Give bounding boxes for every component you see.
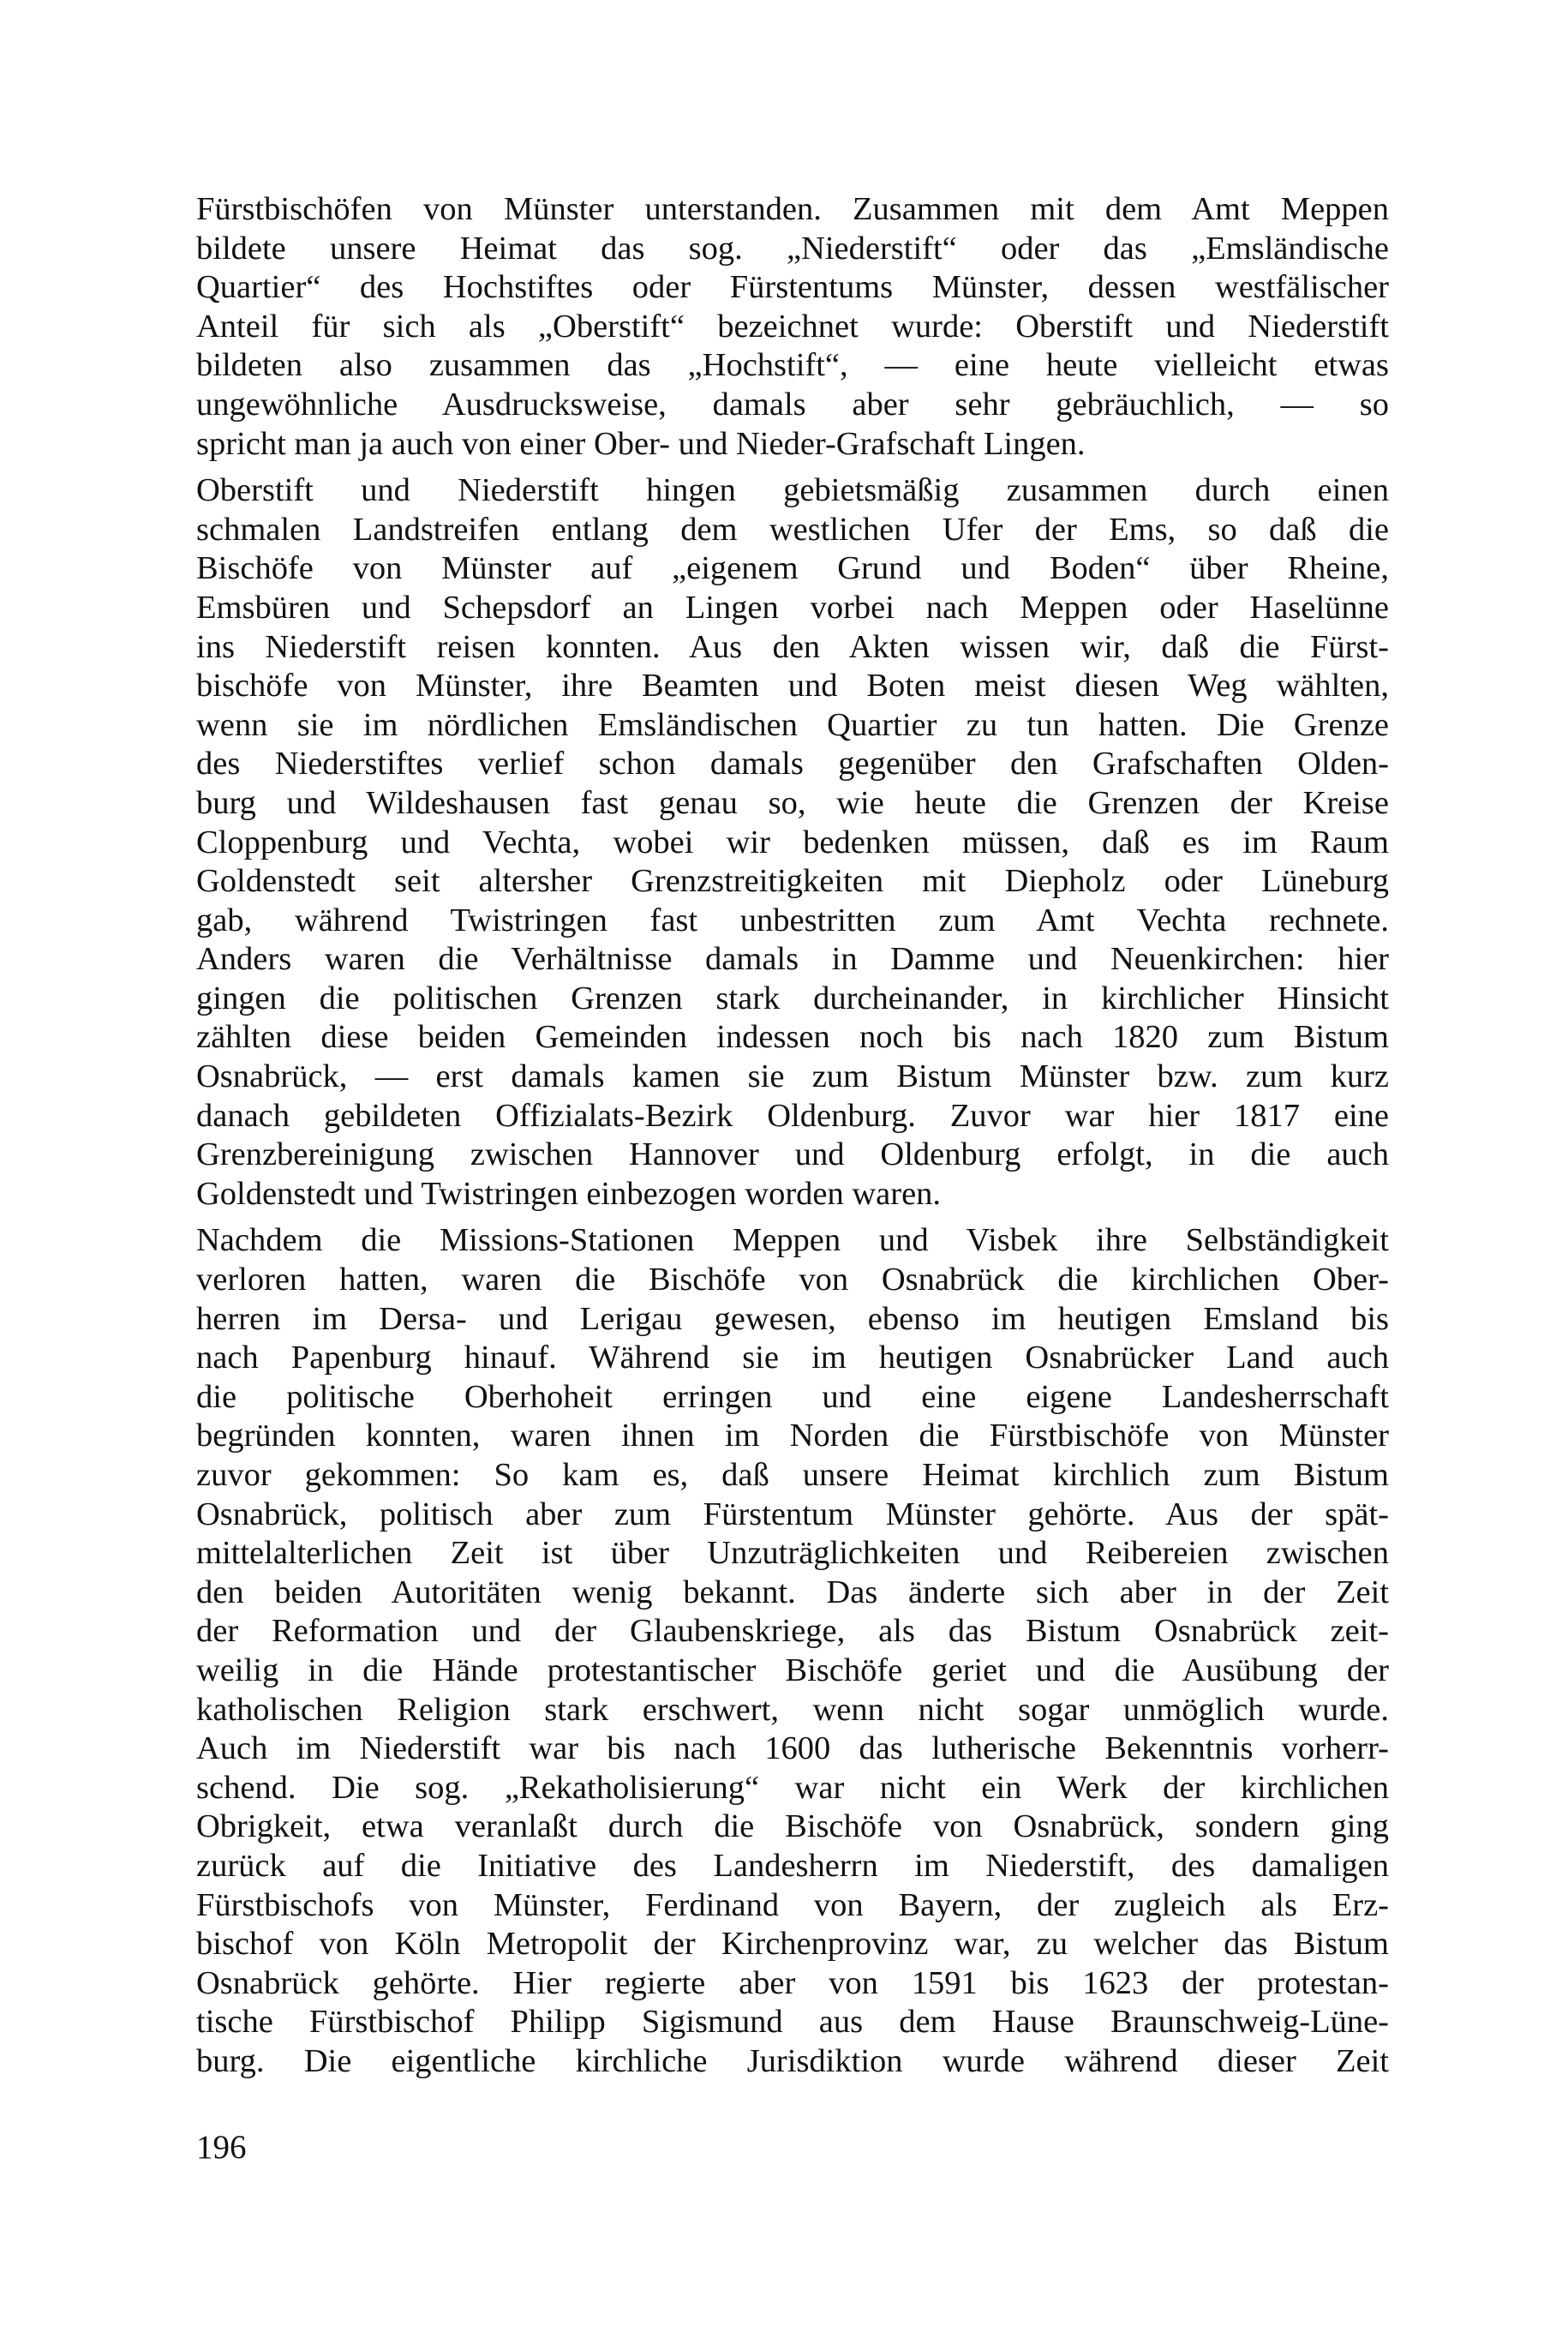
text-line: Oberstift und Niederstift hingen gebietsmäßig zusammen durch einen bbox=[196, 472, 1389, 509]
text-line: Emsbüren und Schepsdorf an Lingen vorbei nach Meppen oder Haselünne bbox=[196, 589, 1389, 626]
text-line: Osnabrück, — erst damals kamen sie zum Bistum Münster bzw. zum kurz bbox=[196, 1058, 1389, 1095]
text-line: zählten diese beiden Gemeinden indessen noch bis nach 1820 zum Bistum bbox=[196, 1019, 1389, 1056]
text-line: Cloppenburg und Vechta, wobei wir bedenken müssen, daß es im Raum bbox=[196, 824, 1389, 860]
text-line: den beiden Autoritäten wenig bekannt. Das änderte sich aber in der Zeit bbox=[196, 1574, 1389, 1610]
text-line: Auch im Niederstift war bis nach 1600 das lutherische Bekenntnis vorherr- bbox=[196, 1730, 1389, 1767]
page-body bbox=[196, 190, 1389, 2089]
text-line: bischof von Köln Metropolit der Kirchenprovinz war, zu welcher das Bistum bbox=[196, 1926, 1389, 1963]
text-line: Osnabrück, politisch aber zum Fürstentum Münster gehörte. Aus der spät- bbox=[196, 1496, 1389, 1532]
text-line: bildeten also zusammen das „Hochstift“, — eine heute vielleicht etwas bbox=[196, 347, 1389, 384]
text-line: ins Niederstift reisen konnten. Aus den Akten wissen wir, daß die Fürst- bbox=[196, 628, 1389, 665]
text-line: schmalen Landstreifen entlang dem westlichen Ufer der Ems, so daß die bbox=[196, 511, 1389, 548]
text-line: gingen die politischen Grenzen stark durcheinander, in kirchlicher Hinsicht bbox=[196, 980, 1389, 1016]
text-line: Quartier“ des Hochstiftes oder Fürstentums Münster, dessen westfälischer bbox=[196, 269, 1389, 306]
text-line: zuvor gekommen: So kam es, daß unsere Heimat kirchlich zum Bistum bbox=[196, 1457, 1389, 1493]
text-line: die politische Oberhoheit erringen und eine eigene Landesherrschaft bbox=[196, 1378, 1389, 1415]
text-line: spricht man ja auch von einer Ober- und Nieder-Grafschaft Lingen. bbox=[196, 425, 1086, 462]
text-line: Fürstbischöfen von Münster unterstanden. Zusammen mit dem Amt Meppen bbox=[196, 191, 1389, 227]
text-line: der Reformation und der Glaubenskriege, als das Bistum Osnabrück zeit- bbox=[196, 1613, 1389, 1650]
text-line: bildete unsere Heimat das sog. „Niederstift“ oder das „Emsländische bbox=[196, 230, 1389, 267]
text-line: Osnabrück gehörte. Hier regierte aber von 1591 bis 1623 der protestan- bbox=[196, 1964, 1389, 2001]
text-line: begründen konnten, waren ihnen im Norden die Fürstbischöfe von Münster bbox=[196, 1418, 1389, 1454]
text-line: schend. Die sog. „Rekatholisierung“ war nicht ein Werk der kirchlichen bbox=[196, 1769, 1389, 1806]
text-line: Grenzbereinigung zwischen Hannover und Oldenburg erfolgt, in die auch bbox=[196, 1136, 1389, 1173]
text-line: Nachdem die Missions-Stationen Meppen und Visbek ihre Selbständigkeit bbox=[196, 1222, 1389, 1259]
text-line: Fürstbischofs von Münster, Ferdinand von Bayern, der zugleich als Erz- bbox=[196, 1886, 1389, 1923]
text-line: zurück auf die Initiative des Landesherrn im Niederstift, des damaligen bbox=[196, 1847, 1389, 1884]
paragraph-1 bbox=[196, 190, 1389, 464]
text-line: mittelalterlichen Zeit ist über Unzuträglichkeiten und Reibereien zwischen bbox=[196, 1535, 1389, 1572]
text-line: Goldenstedt und Twistringen einbezogen worden waren. bbox=[196, 1175, 942, 1212]
text-line: tische Fürstbischof Philipp Sigismund aus dem Hause Braunschweig-Lüne- bbox=[196, 2004, 1389, 2041]
page-number: 196 bbox=[196, 2129, 247, 2166]
text-line: burg. Die eigentliche kirchliche Jurisdiktion wurde während dieser Zeit bbox=[196, 2042, 1389, 2079]
text-line: verloren hatten, waren die Bischöfe von Osnabrück die kirchlichen Ober- bbox=[196, 1262, 1389, 1298]
text-line: des Niederstiftes verlief schon damals gegenüber den Grafschaften Olden- bbox=[196, 746, 1389, 782]
text-line: bischöfe von Münster, ihre Beamten und Boten meist diesen Weg wählten, bbox=[196, 668, 1389, 704]
text-line: herren im Dersa- und Lerigau gewesen, ebenso im heutigen Emsland bis bbox=[196, 1300, 1389, 1337]
text-line: nach Papenburg hinauf. Während sie im heutigen Osnabrücker Land auch bbox=[196, 1340, 1389, 1376]
text-line: gab, während Twistringen fast unbestritten zum Amt Vechta rechnete. bbox=[196, 902, 1389, 938]
text-line: ungewöhnliche Ausdrucksweise, damals aber sehr gebräuchlich, — so bbox=[196, 386, 1389, 423]
text-line: burg und Wildeshausen fast genau so, wie heute die Grenzen der Kreise bbox=[196, 784, 1389, 821]
text-line: Obrigkeit, etwa veranlaßt durch die Bischöfe von Osnabrück, sondern ging bbox=[196, 1808, 1389, 1845]
text-line: wenn sie im nördlichen Emsländischen Quartier zu tun hatten. Die Grenze bbox=[196, 706, 1389, 743]
text-line: Anteil für sich als „Oberstift“ bezeichnet wurde: Oberstift und Niederstift bbox=[196, 308, 1389, 345]
paragraph-3 bbox=[196, 1221, 1389, 2081]
text-line: katholischen Religion stark erschwert, wenn nicht sogar unmöglich wurde. bbox=[196, 1691, 1389, 1728]
paragraph-2 bbox=[196, 471, 1389, 1214]
text-line: danach gebildeten Offizialats-Bezirk Oldenburg. Zuvor war hier 1817 eine bbox=[196, 1097, 1389, 1134]
text-line: Anders waren die Verhältnisse damals in Damme und Neuenkirchen: hier bbox=[196, 941, 1389, 978]
text-line: Bischöfe von Münster auf „eigenem Grund und Boden“ über Rheine, bbox=[196, 550, 1389, 587]
text-line: Goldenstedt seit altersher Grenzstreitigkeiten mit Diepholz oder Lüneburg bbox=[196, 863, 1389, 900]
text-line: weilig in die Hände protestantischer Bischöfe geriet und die Ausübung der bbox=[196, 1652, 1389, 1688]
